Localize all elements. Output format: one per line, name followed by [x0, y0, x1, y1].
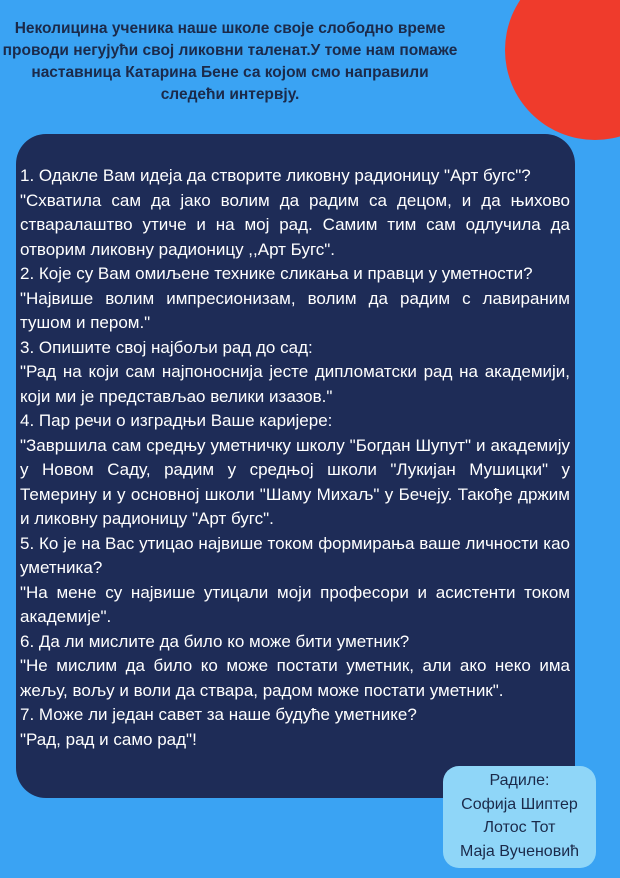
- question-4: 4. Пар речи о изградњи Ваше каријере:: [20, 411, 333, 430]
- question-7: 7. Може ли један савет за наше будуће уметнике?: [20, 705, 417, 724]
- answer-3: "Рад на који сам најпоноснија јесте дипломатски рад на академији, који ми је представљао велики изазов.": [20, 362, 570, 406]
- credit-name: Лотос Тот: [483, 819, 556, 836]
- intro-text: Неколицина ученика наше школе своје слободно време проводи негујући свој ликовни таленат.У томе нам помаже наставница Катарина Бене са којом смо направили следећи интервју.: [2, 20, 458, 103]
- answer-7: "Рад, рад и само рад"!: [20, 729, 197, 749]
- interview-panel: [16, 134, 575, 798]
- credits-box: [443, 766, 596, 868]
- interview-text: [20, 164, 570, 752]
- question-2: 2. Које су Вам омиљене технике сликања и правци у уметности?: [20, 264, 533, 283]
- question-5: 5. Ко је на Вас утицао највише током формирања ваше личности као уметника?: [20, 533, 570, 577]
- credits-heading: Радиле:: [489, 772, 550, 789]
- credit-name: Маја Вученовић: [459, 842, 580, 860]
- question-1: 1. Одакле Вам идеја да створите ликовну радионицу "Арт бугс"?: [20, 166, 531, 185]
- answer-4: "Завршила сам средњу уметничку школу "Богдан Шупут" и академију у Новом Саду, радим у средњој школи "Лукијан Мушицки" у Темерину и у основној школи "Шаму Михаљ" у Бечеју. Такође држим и ликовну радионицу "Арт бугс".: [20, 435, 570, 528]
- answer-2: "Највише волим импресионизам, волим да радим с лавираним тушом и пером.": [20, 288, 570, 332]
- decorative-circle: [505, 0, 620, 140]
- credit-name: Софија Шиптер: [461, 795, 578, 813]
- question-3: 3. Опишите свој најбољи рад до сад:: [20, 337, 313, 357]
- answer-6: "Не мислим да било ко може постати уметник, али ако неко има жељу, вољу и воли да ствара, радом може постати уметник".: [20, 656, 570, 700]
- question-6: 6. Да ли мислите да било ко може бити уметник?: [20, 631, 410, 651]
- answer-5: "На мене су највише утицали моји професори и асистенти током академије".: [20, 582, 570, 626]
- answer-1: "Схватила сам да јако волим да радим са децом, и да њихово стваралаштво утиче и на мој рад. Самим тим сам одлучила да отворим ликовну радионицу ,,Арт Бугс".: [20, 190, 570, 259]
